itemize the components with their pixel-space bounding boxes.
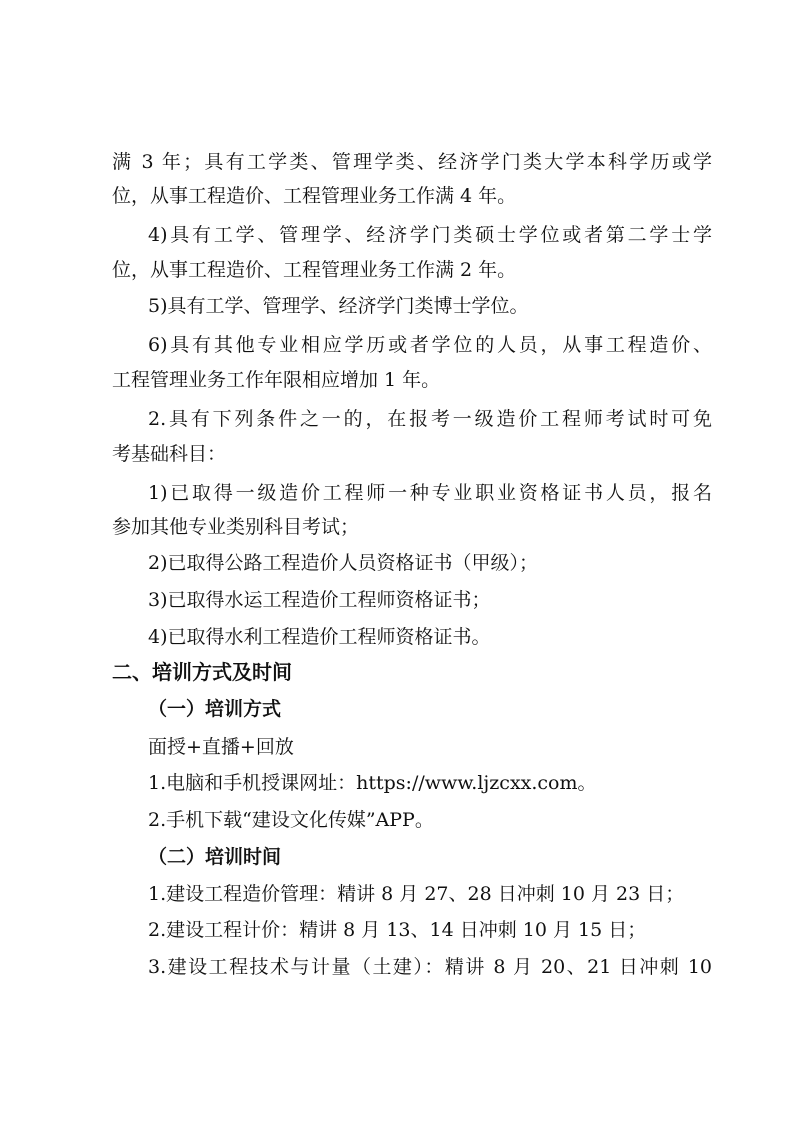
list-item: 2.具有下列条件之一的，在报考一级造价工程师考试时可免 (148, 408, 712, 430)
list-item: 4)具有工学、管理学、经济学门类硕士学位或者第二学士学 (148, 224, 712, 246)
paragraph-line: 考基础科目： (112, 443, 227, 465)
list-item: 2.建设工程计价：精讲 8 月 13、14 日冲刺 10 月 15 日； (148, 919, 647, 941)
paragraph-line: 面授+直播+回放 (148, 736, 294, 758)
paragraph-line: 参加其他专业类别科目考试； (112, 516, 360, 538)
section-heading: 二、培训方式及时间 (112, 660, 292, 684)
list-item: 2.手机下载“建设文化传媒”APP。 (148, 809, 434, 831)
subsection-heading: （一）培训方式 (148, 698, 282, 720)
paragraph-line: 满 3 年；具有工学类、管理学类、经济学门类大学本科学历或学 (112, 151, 712, 173)
paragraph-line: 位，从事工程造价、工程管理业务工作满 2 年。 (112, 259, 517, 281)
list-item: 6)具有其他专业相应学历或者学位的人员，从事工程造价、 (148, 334, 712, 356)
list-item: 1.电脑和手机授课网址：https://www.ljzcxx.com。 (148, 772, 597, 794)
list-item: 2)已取得公路工程造价人员资格证书（甲级）； (148, 552, 539, 574)
list-item: 3)已取得水运工程造价工程师资格证书； (148, 589, 491, 611)
list-item: 1)已取得一级造价工程师一种专业职业资格证书人员，报名 (148, 482, 712, 504)
paragraph-line: 位，从事工程造价、工程管理业务工作满 4 年。 (112, 185, 517, 207)
subsection-heading: （二）培训时间 (148, 846, 282, 868)
list-item: 3.建设工程技术与计量（土建）：精讲 8 月 20、21 日冲刺 10 (148, 956, 712, 978)
paragraph-line: 工程管理业务工作年限相应增加 1 年。 (112, 369, 441, 391)
list-item: 4)已取得水利工程造价工程师资格证书。 (148, 626, 491, 648)
list-item: 5)具有工学、管理学、经济学门类博士学位。 (148, 295, 529, 317)
list-item: 1.建设工程造价管理：精讲 8 月 27、28 日冲刺 10 月 23 日； (148, 883, 685, 905)
